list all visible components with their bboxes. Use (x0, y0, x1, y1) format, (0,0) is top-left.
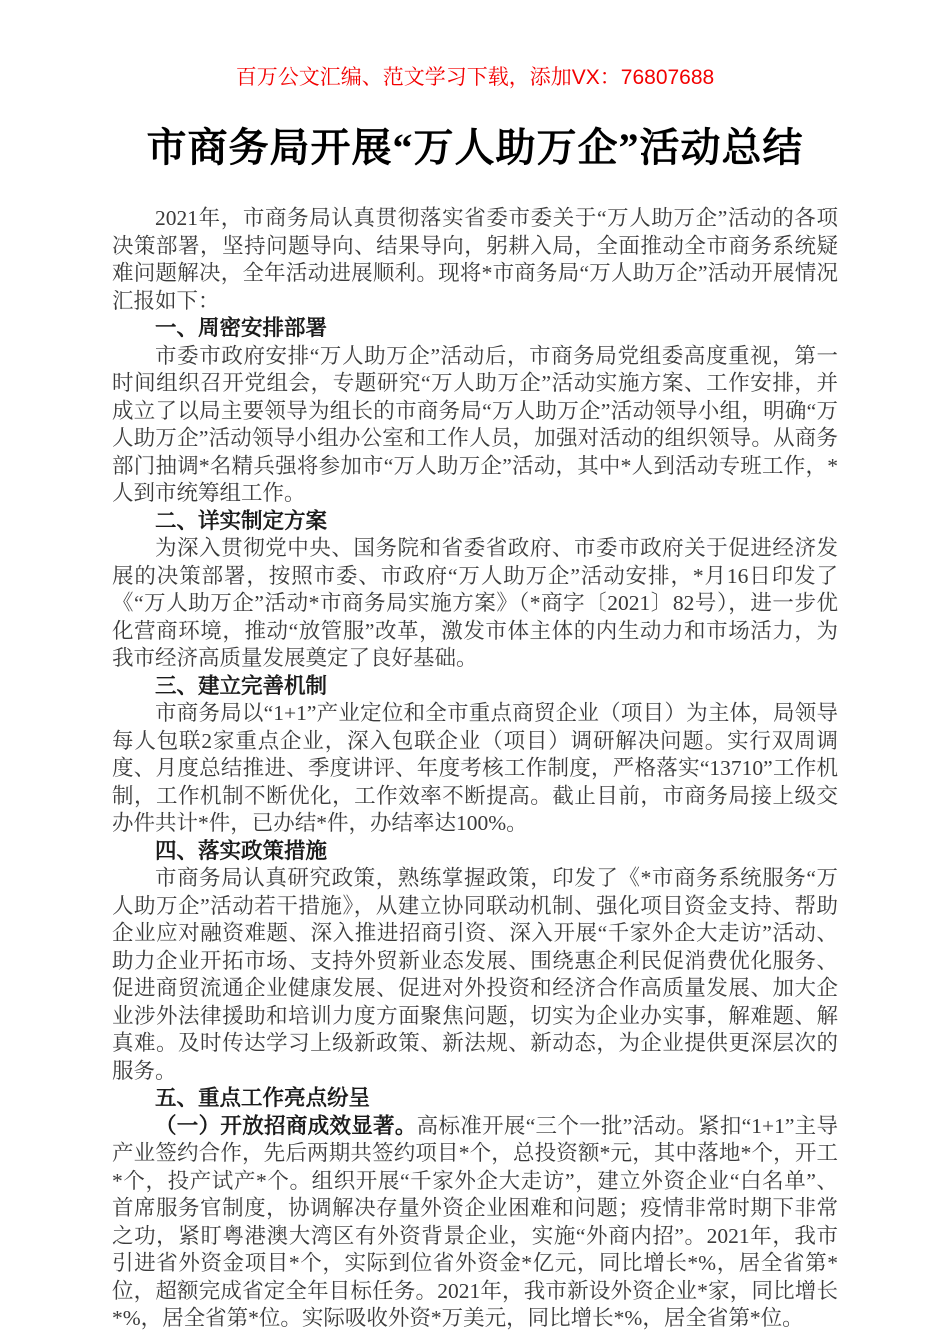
document-body (112, 205, 838, 1333)
subsection-1-lead: （一）开放招商成效显著。 (155, 1113, 417, 1138)
header-notice: 百万公文汇编、范文学习下载，添加VX：76807688 (235, 66, 715, 89)
section-body-3: 市商务局以“1+1”产业定位和全市重点商贸企业（项目）为主体，局领导每人包联2家重点企业，深入包联企业（项目）调研解决问题。实行双周调度、月度总结推进、季度讲评、年度考核工作制度，严格落实“13710”工作机制，工作机制不断优化，工作效率不断提高。截止目前，市商务局接上级交办件共计*件，已办结*件，办结率达100%。 (112, 701, 838, 835)
section-heading-1: 一、周密安排部署 (155, 316, 328, 340)
section-body-1: 市委市政府安排“万人助万企”活动后，市商务局党组委高度重视，第一时间组织召开党组会，专题研究“万人助万企”活动实施方案、工作安排，并成立了以局主要领导为组长的市商务局“万人助万企”活动领导小组，明确“万人助万企”活动领导小组办公室和工作人员，加强对活动的组织领导。从商务部门抽调*名精兵强将参加市“万人助万企”活动，其中*人到活动专班工作，*人到市统筹组工作。 (112, 343, 838, 505)
subsection-1-body: 高标准开展“三个一批”活动。紧扣“1+1”主导产业签约合作，先后两期共签约项目*个，总投资额*元，其中落地*个，开工*个，投产试产*个。组织开展“千家外企大走访”，建立外资企业“白名单”、首席服务官制度，协调解决存量外资企业困难和问题；疫情非常时期下非常之功，紧盯粤港澳大湾区有外资背景企业，实施“外商内招”。2021年，我市引进省外资金项目*个，实际到位省外资金*亿元，同比增长*%，居全省第*位，超额完成省定全年目标任务。2021年，我市新设外资企业*家，同比增长*%，居全省第*位。实际吸收外资*万美元，同比增长*%，居全省第*位。 (112, 1113, 838, 1330)
page-title: 市商务局开展“万人助万企”活动总结 (146, 125, 804, 170)
section-5-subsection-1 (112, 1113, 838, 1333)
section-body-2: 为深入贯彻党中央、国务院和省委省政府、市委市政府关于促进经济发展的决策部署，按照市委、市政府“万人助万企”活动安排，*月16日印发了《“万人助万企”活动*市商务局实施方案》（*商字〔2021〕82号），进一步优化营商环境，推动“放管服”改革，激发市体主体的内生动力和市场活力，为我市经济高质量发展奠定了良好基础。 (112, 536, 838, 670)
section-body-4: 市商务局认真研究政策，熟练掌握政策，印发了《*市商务系统服务“万人助万企”活动若干措施》，从建立协同联动机制、强化项目资金支持、帮助企业应对融资难题、深入推进招商引资、深入开展“千家外企大走访”活动、助力企业开拓市场、支持外贸新业态发展、围绕惠企利民促消费优化服务、促进商贸流通企业健康发展、促进对外投资和经济合作高质量发展、加大企业涉外法律援助和培训力度方面聚焦问题，切实为企业办实事，解难题、解真难。及时传达学习上级新政策、新法规、新动态，为企业提供更深层次的服务。 (112, 866, 838, 1083)
section-heading-4: 四、落实政策措施 (155, 838, 328, 863)
intro-paragraph: 2021年，市商务局认真贯彻落实省委市委关于“万人助万企”活动的各项决策部署，坚持问题导向、结果导向，躬耕入局，全面推动全市商务系统疑难问题解决，全年活动进展顺利。现将*市商务局“万人助万企”活动开展情况汇报如下： (112, 206, 838, 313)
section-heading-2: 二、详实制定方案 (155, 508, 328, 533)
section-heading-5: 五、重点工作亮点纷呈 (155, 1086, 371, 1110)
section-heading-3: 三、建立完善机制 (155, 673, 328, 698)
